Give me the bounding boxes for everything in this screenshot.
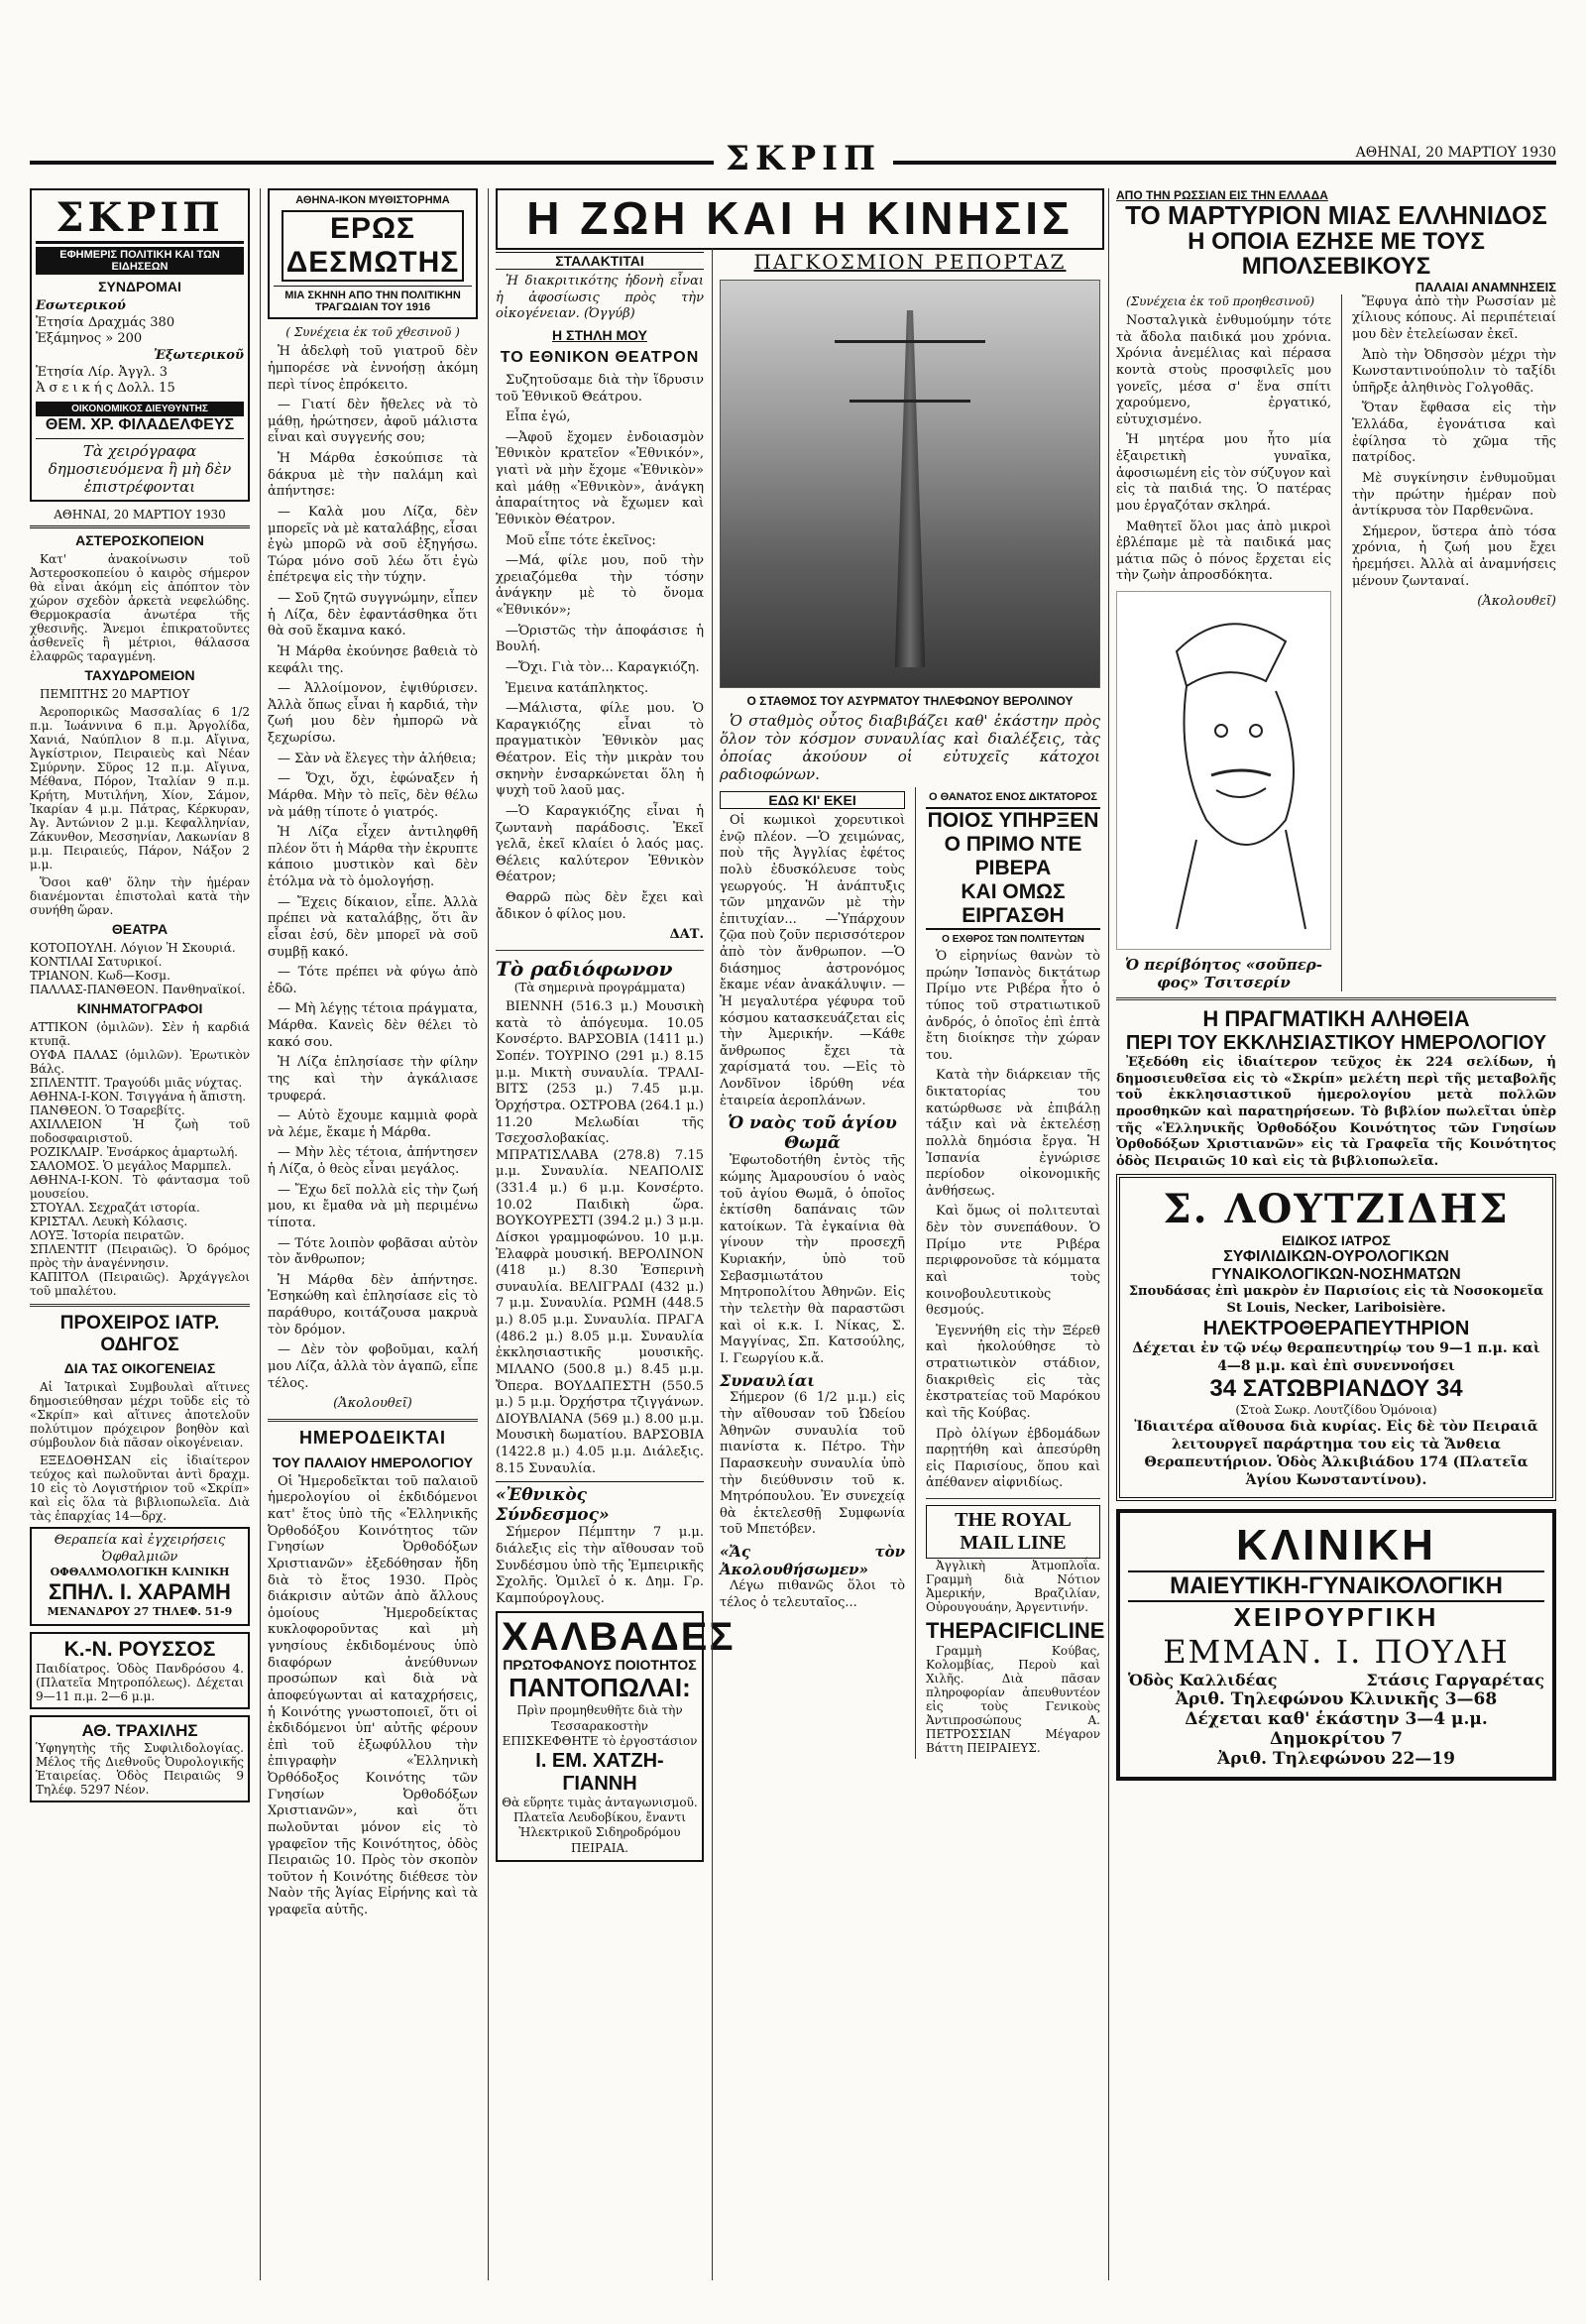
here-and-there-text: Οἱ κωμικοὶ χορευτικοὶ ἐνῷ πλέον. —Ὁ χειμώνας, ποὺ τῆς Ἀγγλίας ἐφέτος πολὺ ἐδυσκόλευσε τοὺς γεωργούς. Ἡ ἀνάπτυξις τῶν μηχανῶν μὲ τὴν ἐπιτυχίαν... —Ὑπάρχουν ζῷα ποὺ ζοῦν περισσότερον ἀπὸ τὸν ἄνθρωπον. —Ὁ διάσημος ἀστρονόμος ἔκαμε νέαν ἀνακάλυψιν. —Ἡ μεγαλυτέρα γέφυρα τοῦ κόσμου κατασκευάζεται εἰς τὴν Ἀμερικήν. —Κάθε ἄνθρωπος ἔχει τὰ χαρίσματά του. —Εἰς τὸ Λονδῖνον ἱδρύθη νέα ἑταιρεία ἀεροπλάνων.	[720, 813, 906, 1108]
ad-line: Θεραπεία καὶ ἐγχειρήσεις Ὀφθαλμιῶν	[54, 1533, 226, 1565]
photo-caption-title: Ο ΣΤΑΘΜΟΣ ΤΟΥ ΑΣΥΡΜΑΤΟΥ ΤΗΛΕΦΩΝΟΥ ΒΕΡΟΛΙΝΟΥ	[746, 694, 1074, 708]
ad-name: Ι. ΕΜ. ΧΑΤΖΗ-ΓΙΑΝΝΗ	[535, 1749, 664, 1795]
ad-address: ΜΕΝΑΝΔΡΟΥ 27 ΤΗΛΕΦ. 51-9	[47, 1605, 233, 1619]
serial-paragraph: — Δὲν τὸν φοβοῦμαι, καλή μου Λίζα, ἀλλὰ τὸν ἀγαπῶ, εἶπε τέλος.	[268, 1342, 478, 1391]
ad-line: ΟΦΘΑΛΜΟΛΟΓΙΚΗ ΚΛΙΝΙΚΗ	[50, 1566, 230, 1579]
pediatrician-ad	[30, 1632, 250, 1709]
dictator-paragraph: Καὶ ὅμως οἱ πολιτευταὶ δὲν τὸν συνεπάθουν. Ὁ Πρίμο ντε Ριβέρα περιφρονοῦσε τὰ κόμματα καὶ τοὺς κοινοβουλευτικοὺς θεσμούς.	[926, 1204, 1100, 1319]
cinema-list	[30, 1020, 250, 1298]
here-and-there-heading: ΕΔΩ ΚΙ' ΕΚΕΙ	[720, 791, 905, 809]
to-be-continued: (Ἀκολουθεῖ)	[333, 1396, 412, 1412]
spacer	[1116, 1501, 1556, 1509]
russia-subhead: ΠΑΛΑΙΑΙ ΑΝΑΜΝΗΣΕΙΣ	[1415, 279, 1556, 294]
cartoon-caption: Ὁ περίβόητος «σοῦπερ-φος» Τσιτσερίν	[1124, 956, 1323, 992]
nameplate: ΣΚΡΙΠ	[36, 194, 244, 244]
calendars-text: Οἱ Ἡμεροδεῖκται τοῦ παλαιοῦ ἡμερολογίου οἱ ἐκδιδόμενοι κατ' ἔτος ὑπὸ τῆς «Ἑλληνικῆς Ὀρθοδόξου Κοινότητος τῶν Γνησίων Ὀρθοδόξων Χριστιανῶν» ἐξεδόθησαν ἤδη διὰ τὸ ἔτος 1930. Πρὸς διάκρισιν αὐτῶν ἀπὸ ἄλλους ὁμοίους Ἡμεροδείκτας κυκλοφοροῦντας καὶ μὴ γνησίους ἐκδιδομένους ὑπὸ διαφόρων ἀνεύθυνων προσώπων καὶ διὰ νὰ ἀποφεύγωνται αἱ καταχρήσεις, ἡ Κοινότης γνωστοποιεῖ, ὅτι οἱ ἐκδιδόμενοι ὑπ' αὐτῆς φέρουν ἐπὶ τοῦ ἐξωφύλλου τὴν ἐπιγραφὴν «Ἑλληνικὴ Ὀρθόδοξος Κοινότης τῶν Γνησίων Ὀρθοδόξων Χριστιανῶν», καὶ ὅτι πωλοῦνται μόνον εἰς τὸ γραφεῖον τῆς Κοινότητος, ὁδὸς Πειραιῶς 10. Πρὸς τὸν σκοπὸν τοῦτον ἡ Κοινότης διέθεσε τὸν Ναὸν τῆς Ἁγίας Εἰρήνης καὶ τὰ γραφεῖα αὐτῆς.	[268, 1473, 478, 1918]
subs-line-1: Ἐτησία Δραχμάς 380	[36, 314, 175, 330]
radio-text: ΒΙΕΝΝΗ (516.3 μ.) Μουσικὴ κατὰ τὸ ἀπόγευμα. 10.05 Κονσέρτο. ΒΑΡΣΟΒΙΑ (1411 μ.) Σοπέν. ΤΟΥΡΙΝΟ (291 μ.) 8.15 μ.μ. Μικτὴ συναυλία. ΤΡΑΛΙ-ΒΙΤΣ (253 μ.) 7.45 μ.μ. Ὀρχήστρα. ΟΣΤΡΟΒΑ (264.1 μ.) 11.20 Μελωδίαι τῆς Τσεχοσλοβακίας. ΜΠΡΑΤΙΣΛΑΒΑ (278.8) 7.15 μ.μ. Συναυλία. ΝΕΑΠΟΛΙΣ (331.4 μ.) 6 μ.μ. Κονσέρτο. 10.02 Παιδικὴ ὥρα. ΒΟΥΚΟΥΡΕΣΤΙ (394.2 μ.) 3 μ.μ. Δίσκοι γραμμοφώνου. 10 μ.μ. Ἐλαφρὰ μουσική. ΒΕΡΟΛΙΝΟΝ (418 μ.) 8.30 Ἑσπερινὴ συναυλία. ΒΕΛΙΓΡΑΔΙ (432 μ.) 7 μ.μ. Συναυλία. ΡΩΜΗ (448.5 μ.) 8.05 μ.μ. Συναυλία. ΠΡΑΓΑ (486.2 μ.) 8.05 μ.μ. Συναυλία ἐκκλησιαστικῆς μουσικῆς. ΜΙΛΑΝΟ (500.8 μ.) 8.45 μ.μ. Ὄπερα. ΒΟΥΔΑΠΕΣΤΗ (550.5 μ.) 5 μ.μ. Ὀρχήστρα τζιγγάνων. ΔΙΟΥΒΛΙΑΝΑ (569 μ.) 8.00 μ.μ. Μουσικὴ δωματίου. ΒΑΡΣΟΒΙΑ (1422.8 μ.) 4.05 μ.μ. Διάλεξις. 8.15 Συναυλία.	[496, 999, 704, 1476]
section-banner	[496, 188, 1104, 250]
stalactites-text: Ἡ διακριτικότης ἡδονὴ εἶναι ἡ ἀφοσίωσις πρὸς τὴν οἰκογένειαν. (Ὀγγύβ)	[496, 274, 704, 322]
serial-paragraph: — Σοῦ ζητῶ συγγνώμην, εἶπεν ἡ Λίζα, δὲν ἐφαντάσθηκα ὅτι θὰ σοῦ ἔκαμνα κακό.	[268, 591, 478, 639]
follow-text: Λέγω πιθανῶς ὅλοι τὸ τέλος ὁ τελευταῖος...	[720, 1578, 906, 1610]
observatory-text: Κατ' ἀνακοίνωσιν τοῦ Ἀστεροσκοπείου ὁ καιρὸς σήμερον θὰ εἶναι ἀκόμη εἰς ἀπόπτον τὸν χώρον σχεδὸν ἀρκετὰ νεφελώδης. Θερμοκρασία ἀνωτέρα τῆς χθεσινῆς. Ἄνεμοι ἐπικρατοῦντες ἀσθενεῖς ἢ μέτριοι, θάλασσα ἐλαφρῶς ταραγμένη.	[30, 552, 250, 664]
russia-kicker: ΑΠΟ ΤΗΝ ΡΩΣΣΙΑΝ ΕΙΣ ΤΗΝ ΕΛΛΑΔΑ	[1116, 188, 1328, 202]
subs-line-4: Ἀ σ ε ι κ ή ς Δολλ. 15	[36, 381, 175, 397]
dictator-paragraph: Πρὸ ὀλίγων ἑβδομάδων παρῃτήθη καὶ ἀπεσύρθη εἰς Παρισίους, ὅπου καὶ ἀπέθανεν αἰφνιδίως.	[926, 1426, 1100, 1491]
ad-address: 34 ΣΑΤΩΒΡΙΑΝΔΟΥ 34	[1209, 1375, 1463, 1403]
section-banner-title: Η ΖΩΗ ΚΑΙ Η ΚΙΝΗΣΙΣ	[526, 192, 1074, 244]
serial-title: ΕΡΩΣ ΔΕΣΜΩΤΗΣ	[282, 210, 464, 282]
ad-line: (Στοὰ Σωκρ. Λουτζίδου Ὁμόνοια)	[1235, 1403, 1437, 1418]
director-heading: ΟΙΚΟΝΟΜΙΚΟΣ ΔΙΕΥΘΥΝΤΗΣ	[36, 402, 244, 416]
russia-headline-2: Η ΟΠΟΙΑ ΕΖΗΣΕ ΜΕ ΤΟΥΣ ΜΠΟΛΣΕΒΙΚΟΥΣ	[1188, 228, 1485, 281]
to-be-continued: (Ἀκολουθεῖ)	[1477, 594, 1556, 610]
truth-text: Ἐξεδόθη εἰς ἰδιαίτερον τεῦχος ἐκ 224 σελίδων, ἡ δημοσιευθεῖσα εἰς τὸ «Σκρίπ» μελέτη περὶ τῆς μεταβολῆς τοῦ ἐκκλησιαστικοῦ ἡμερολογίου μετὰ πολλῶν προσθηκῶν καὶ παρατηρήσεων. Τὸ βιβλίον πωλεῖται ὑπὲρ τῆς «Ἑλληνικῆς Ὀρθοδόξου Κοινότητος τῶν Γνησίων Ὀρθοδόξων Χριστιανῶν» εἰς τὰ Γραφεῖα τῆς Κοινότητος ὁδὸς Πειραιῶς 10 καὶ εἰς τὰ βιβλιοπωλεῖα.	[1116, 1055, 1556, 1169]
cinema-item: ΛΟΥΞ. Ἰστορία πειρατῶν.	[30, 1228, 184, 1243]
national-theatre-heading: ΤΟ ΕΘΝΙΚΟΝ ΘΕΑΤΡΟΝ	[500, 348, 700, 366]
association-heading: «Ἐθνικὸς Σύνδεσμος»	[496, 1481, 704, 1525]
column-rule	[1108, 188, 1109, 2280]
serial-paragraph: Ἡ Λίζα εἶχεν ἀντιληφθῆ πλέον ὅτι ἡ Μάρθα τὴν ἐκρυπτε κάποιο μυστικὸν καὶ δὲν ἐτόλμα νὰ τὸ ὁμολογήσῃ.	[268, 825, 478, 890]
serial-paragraph: — Ἔχεις δίκαιον, εἶπε. Ἀλλὰ πρέπει νὰ καταλάβῃς, ὅτι ἂν εἶσαι ἐσύ, δὲν μπορεῖ νὰ σοῦ συμβῇ κακό.	[268, 894, 478, 960]
ad-line: Δέχεται καθ' ἑκάστην 3—4 μ.μ.	[1185, 1709, 1488, 1730]
cinema-item: ΚΑΠΙΤΟΛ (Πειραιῶς). Ἀρχάγγελοι τοῦ μπαλέτου.	[30, 1270, 250, 1299]
serial-paragraph: Ἡ Μάρθα δὲν ἀπήντησε. Ἐσηκώθη καὶ ἐπλησίασε εἰς τὸ παράθυρο, κοιτάζουσα μακρυὰ τὸν δρόμον.	[268, 1272, 478, 1337]
ad-line: Ἰδιαιτέρα αἴθουσα διὰ κυρίας. Εἰς δὲ τὸν Πειραιᾶ λειτουργεῖ παράρτημα του εἰς τὰ Ἄνθεια Θεραπευτήριον. Ὁδὸς Ἀλκιβιάδου 174 (Πλατεῖα Ἁγίου Κωνσταντίνου).	[1134, 1418, 1538, 1488]
ad-street: Ὁδὸς Καλλιδέας	[1128, 1671, 1278, 1690]
column-3	[496, 188, 736, 2280]
subscriptions-heading: ΣΥΝΔΡΟΜΑΙ	[98, 279, 181, 294]
serial-paragraph: Ἡ Λίζα ἐπλησίασε τὴν φίλην της καὶ τὴν ἀγκάλιασε τρυφερά.	[268, 1055, 478, 1104]
cinema-item: ΟΥΦΑ ΠΑΛΑΣ (ὁμιλῶν). Ἐρωτικὸν Βάλς.	[30, 1048, 250, 1077]
column-rule	[1341, 294, 1342, 991]
continued-note: (Συνέχεια ἐκ τοῦ προηθεσινοῦ)	[1126, 293, 1315, 308]
ad-line: Δέχεται ἐν τῷ νέῳ θεραπευτηρίῳ του 9—1 π.μ. καὶ 4—8 μ.μ. καὶ ἐπὶ συνεννοήσει	[1132, 1339, 1540, 1374]
nameplate-box	[30, 188, 250, 502]
serial-paragraph: — Μὴν λὲς τέτοια, ἀπήντησεν ἡ Λίζα, ὁ θεὸς εἶναι μεγάλος.	[268, 1145, 478, 1178]
masthead	[30, 139, 1556, 178]
post-text: Ἀεροπορικῶς Μασσαλίας 6 1/2 π.μ. Ἰωάννινα 6 π.μ. Ἀργολίδα, Χανιά, Ναύπλιον 8 π.μ. Αἴγινα, Ἀγκίστριον, Πειραιεὺς καὶ Νέαν Σμύρνην. Σῦρος 12 π.μ. Αἴγινα, Μέθανα, Πόρον, Ἰταλίαν 9 π.μ. Κρήτη, Μυτιλήνη, Χίον, Σάμον, Ἰκαρίαν 4 μ.μ. Πάτρας, Κέρκυραν, Ἀγ. Ἀντώνιον 2 μ.μ. Κεφαλληνίαν, Ζάκυνθον, Μεσσηνίαν, Λακωνίαν 8 μ.μ. Πειραιεύς, Πάρον, Νάξον 2 μ.μ.	[30, 705, 250, 872]
cinema-item: ΑΘΗΝΑ-Ι-ΚΟΝ. Τὸ φάντασμα τοῦ μουσείου.	[30, 1173, 250, 1202]
ad-address-row	[1128, 1671, 1544, 1689]
dictator-headline-1: ΠΟΙΟΣ ΥΠΗΡΞΕΝ	[927, 809, 1099, 832]
column-paragraph: —Ὁριστῶς τὴν ἀποφάσισε ἡ Βουλή.	[496, 623, 704, 655]
association-text: Σήμερον Πέμπτην 7 μ.μ. διάλεξις εἰς τὴν αἴθουσαν τοῦ Συνδέσμου ὑπὸ τῆς Ἐμπειρικῆς Σχολῆς. Ὁμιλεῖ ὁ κ. Δημ. Γρ. Καμπούρογλους.	[496, 1525, 704, 1606]
column-rule	[712, 248, 713, 2280]
russia-paragraph: Ἡ μητέρα μου ἦτο μία ἐξαιρετικὴ γυναῖκα, ἀφοσιωμένη εἰς τὸν σύζυγον καὶ εἰς τὰ παιδιά της. Ὁ πατέρας μου ἐργαζόταν σκληρά.	[1116, 432, 1331, 514]
post-note: Ὅσοι καθ' ὅλην τὴν ἡμέραν διανέμονται ἐπιστολαὶ κατὰ τὴν συνήθη ὥραν.	[30, 875, 250, 918]
ad-stop: Στάσις Γαργαρέτας	[1366, 1671, 1544, 1690]
dictator-headline-3: ΚΑΙ ΟΜΩΣ ΕΙΡΓΑΣΘΗ	[926, 880, 1100, 930]
ad-doctor-name: Σ. ΛΟΥΤΖΙΔΗΣ	[1163, 1186, 1510, 1233]
column-paragraph: —Ὄχι. Γιὰ τὸν... Καραγκιόζη.	[506, 659, 700, 675]
serial-paragraph: Ἡ Μάρθα ἐκούνησε βαθειὰ τὸ κεφάλι της.	[268, 643, 478, 676]
cinema-item: ΑΤΤΙΚΟΝ (ὁμιλῶν). Σὲν ἡ καρδιά κτυπᾷ.	[30, 1020, 250, 1049]
loutzidis-ad	[1116, 1174, 1556, 1501]
cinema-item: ΑΧΙΛΛΕΙΟΝ Ἡ ζωὴ τοῦ ποδοσφαιριστοῦ.	[30, 1117, 250, 1146]
ad-line: ΧΕΙΡΟΥΡΓΙΚΗ	[1233, 1602, 1439, 1633]
cinema-item: ΣΑΛΟΜΟΣ. Ὁ μεγάλος Μαρμπελ.	[30, 1159, 232, 1174]
serial-paragraph: — Ἔχω δεῖ πολλὰ εἰς τὴν ζωή μου, κι ἔμαθα νὰ μὴ περιμένω τίποτα.	[268, 1182, 478, 1230]
radio-tower-image	[895, 310, 926, 667]
column-signature: ΔΑΤ.	[669, 927, 704, 943]
ad-title: ΧΑΛΒΑΔΕΣ	[502, 1615, 736, 1660]
radio-heading: Τὸ ραδιόφωνον	[496, 956, 673, 981]
ad-line: ΣΥΦΙΛΙΔΙΚΩΝ-ΟΥΡΟΛΟΓΙΚΩΝ	[1223, 1248, 1449, 1266]
cinema-item: ΣΠΛΕΝΤΙΤ (Πειραιῶς). Ὁ δρόμος πρὸς τὴν ἀναγέννησιν.	[30, 1242, 250, 1271]
ad-line: ΠΡΩΤΟΦΑΝΟΥΣ ΠΟΙΟΤΗΤΟΣ	[503, 1657, 697, 1674]
cinemas-heading: ΚΙΝΗΜΑΤΟΓΡΑΦΟΙ	[76, 1000, 203, 1017]
ad-title: ΚΛΙΝΙΚΗ	[1236, 1521, 1436, 1570]
subs-domestic: Εσωτερικού	[36, 298, 126, 313]
cinema-item: ΡΟΖΙΚΛΑΙΡ. Ἐνσάρκος ἀμαρτωλή.	[30, 1145, 238, 1160]
cinema-item: ΠΑΝΘΕΟΝ. Ὁ Τσαρεβίτς.	[30, 1104, 185, 1118]
medical-guide-text: Αἱ Ἰατρικαὶ Συμβουλαὶ αἵτινες δημοσιεύθησαν μέχρι τοῦδε εἰς τὸ «Σκρίπ» καὶ αἵτινες ἀποτελοῦν πολύτιμον πρόχειρον βοηθὸν καὶ σύμβουλον διὰ πᾶσαν οἰκογένειαν.	[30, 1380, 250, 1451]
truth-headline-1: Η ΠΡΑΓΜΑΤΙΚΗ ΑΛΗΘΕΙΑ	[1202, 1006, 1470, 1032]
truth-headline-2: ΠΕΡΙ ΤΟΥ ΕΚΚΛΗΣΙΑΣΤΙΚΟΥ ΗΜΕΡΟΛΟΓΙΟΥ	[1125, 1032, 1547, 1055]
serial-paragraph: Ἡ ἀδελφὴ τοῦ γιατροῦ δὲν ἠμπορέσε νὰ ἐννοήσῃ ἀκόμη περὶ τίνος ἐπρόκειτο.	[268, 344, 478, 393]
halva-ad	[496, 1611, 736, 1862]
my-column-heading: Η ΣΤΗΛΗ ΜΟΥ	[552, 326, 647, 343]
subs-line-2: Ἑξάμηνος » 200	[36, 331, 143, 347]
serial-paragraph: — Τότε λοιπὸν φοβᾶσαι αὐτὸν τὸν ἄνθρωπον;	[268, 1235, 478, 1268]
continued-note: ( Συνέχεια ἐκ τοῦ χθεσινοῦ )	[285, 325, 460, 339]
pacific-line-text: Γραμμὴ Κούβας, Κολομβίας, Περοὺ καὶ Χιλῆς. Διὰ πᾶσαν πληροφορίαν ἀπευθυντέον εἰς τοὺς Γενικοὺς Ἀντιπροσώπους Α. ΠΕΤΡΟΣΣΙΑΝ Μέγαρον Βάττη ΠΕΙΡΑΙΕΥΣ.	[926, 1644, 1100, 1755]
serial-paragraph: — Τότε πρέπει νὰ φύγω ἀπὸ ἐδῶ.	[268, 965, 478, 996]
cinema-item: ΣΤΟΥΑΛ. Σεχραζάτ ιστορία.	[30, 1201, 200, 1216]
serial-kicker: ΑΘΗΝΑ-ΙΚΟΝ ΜΥΘΙΣΤΟΡΗΜΑ	[295, 194, 450, 206]
column-paragraph: —Ὁ Καραγκιόζης εἶναι ἡ ζωντανὴ παράδοσις. Ἐκεῖ γελᾶ, ἐκεῖ κλαίει ὁ λαός μας. Θέλεις καλύτερον Ἐθνικὸν Θέατρον;	[496, 803, 704, 885]
caricature-drawing	[1117, 592, 1332, 949]
column-paragraph: —Μάλιστα, φίλε μου. Ὁ Καραγκιόζης εἶναι τὸ πραγματικὸν Ἐθνικὸν μας Θέατρον. Εἰς τὴν μικρὰν του σκηνὴν ἐνσαρκώνεται ὅλη ἡ ψυχὴ τοῦ λαοῦ μας.	[496, 701, 704, 799]
serial-paragraph: — Μὴ λέγῃς τέτοια πράγματα, Μάρθα. Κανεὶς δὲν θέλει τὸ κακό σου.	[268, 1001, 478, 1050]
russia-paragraph: Σήμερον, ὕστερα ἀπὸ τόσα χρόνια, ἡ ζωή μου ἔχει ἠρεμήσει. Ἀλλὰ αἱ ἀναμνήσεις μένουν ζωνταναί.	[1351, 523, 1556, 589]
cinema-item: ΑΘΗΝΑ-Ι-ΚΟΝ. Τσιγγάνα ἡ ἄπιστη.	[30, 1090, 247, 1104]
russia-headline-1: ΤΟ ΜΑΡΤΥΡΙΟΝ ΜΙΑΣ ΕΛΛΗΝΙΔΟΣ	[1125, 200, 1547, 230]
dictator-paragraph: Ἐγεννήθη εἰς τὴν Ξέρεθ καὶ ἠκολούθησε τὸ στρατιωτικὸν στάδιον, διακριθεὶς εἰς τὰς ἐκστρατείας τοῦ Μαρόκου καὶ τῆς Κούβας.	[926, 1323, 1100, 1421]
dictator-headline-2: Ο ΠΡΙΜΟ ΝΤΕ ΡΙΒΕΡΑ	[944, 833, 1082, 879]
cinema-item: ΚΡΙΣΤΑΛ. Λευκὴ Κόλασις.	[30, 1215, 188, 1229]
masthead-title: ΣΚΡΙΠ	[714, 139, 893, 178]
subs-foreign: Ἐξωτερικοῦ	[153, 347, 244, 363]
serial-paragraph: — Γιατί δὲν ἤθελες νὰ τὸ μάθῃ, ἠρώτησεν, ἀφοῦ μάλιστα εἶναι καὶ συγγενής σου;	[268, 398, 478, 446]
ad-line: Ἀριθ. Τηλεφώνου 22—19	[1217, 1749, 1455, 1770]
serial-paragraph: — Ἀλλοίμονον, ἐψιθύρισεν. Ἀλλὰ ὅπως εἶναι ἡ καρδιά, τὴν ζωή μου δὲν ἠμπορῶ νὰ ξεχωρίσω.	[268, 681, 478, 747]
ad-line: Δημοκρίτου 7	[1270, 1729, 1403, 1750]
serial-subtitle: ΜΙΑ ΣΚΗΝΗ ΑΠΟ ΤΗΝ ΠΟΛΙΤΙΚΗΝ ΤΡΑΓΩΔΙΑΝ ΤΟΥ 1916	[274, 286, 472, 313]
issue-date: ΑΘΗΝΑΙ, 20 ΜΑΡΤΙΟΥ 1930	[30, 508, 250, 528]
syphilology-ad	[30, 1715, 250, 1802]
col5-block	[926, 787, 1105, 1759]
royal-mail-title: THE ROYAL MAIL LINE	[926, 1505, 1100, 1559]
medical-guide-sub: ΔΙΑ ΤΑΣ ΟΙΚΟΓΕΝΕΙΑΣ	[63, 1360, 216, 1377]
russia-paragraph: Νοσταλγικὰ ἐνθυμούμην τότε τὰ ἄδολα παιδικά μου χρόνια. Χρόνια ἀνεμέλιας καὶ πέρασα κοντὰ στοὺς προσφιλεῖς μου γονεῖς, μέσα σ' ἕνα σπίτι χαρούμενο, ἐργατικό, εὐτυχισμένο.	[1116, 313, 1331, 427]
tower-crossbar	[835, 340, 986, 343]
concerts-text: Σήμερον (6 1/2 μ.μ.) εἰς τὴν αἴθουσαν τοῦ Ὠδείου Ἀθηνῶν συναυλία τοῦ πιανίστα κ. Πέτρο. Τὴν Παρασκευὴν συναυλία ὑπὸ τὴν διεύθυνσιν τοῦ κ. Μητρόπουλου. Ἐν συνεχείᾳ θὰ ἐκτελεσθῇ Συμφωνία τοῦ Μπετόβεν.	[720, 1390, 906, 1538]
russia-body	[1116, 294, 1556, 991]
col4-lower	[720, 787, 1105, 1759]
radio-station-photo	[720, 280, 1100, 688]
ad-line: ΜΑΙΕΥΤΙΚΗ-ΓΥΝΑΙΚΟΛΟΓΙΚΗ	[1128, 1570, 1544, 1602]
chicherin-cartoon	[1116, 591, 1331, 950]
clinic-ad	[1116, 1509, 1556, 1781]
masthead-date: ΑΘΗΝΑΙ, 20 ΜΑΡΤΙΟΥ 1930	[1348, 145, 1556, 161]
column-2	[268, 188, 478, 2280]
theatre-item: ΠΑΛΛΑΣ-ΠΑΝΘΕΟΝ. Πανθηναϊκοί.	[30, 983, 246, 997]
column-1	[30, 188, 250, 2280]
serial-paragraph: — Σὰν νὰ ἔλεγες τὴν ἀλήθεια;	[278, 751, 477, 766]
column-rule	[260, 188, 261, 2280]
column-paragraph: Εἶπα ἐγώ,	[506, 409, 571, 425]
photo-caption-text: Ὁ σταθμὸς οὗτος διαβιβάζει καθ' ἑκάστην πρὸς ὅλον τὸν κόσμον συναυλίας καὶ διαλέξεις, τὰς ὁποίας ἀκούουν οἱ εὐτυχεῖς κάτοχοι ραδιοφώνων.	[720, 712, 1100, 783]
tower-crossbar	[850, 400, 970, 403]
royal-mail-text: Ἀγγλικὴ Ἀτμοπλοΐα. Γραμμὴ διὰ Νότιον Ἀμερικήν, Βραζιλίαν, Οὐρουγουάην, Ἀργεντινήν.	[926, 1559, 1100, 1614]
theatre-item: ΚΟΤΟΠΟΥΛΗ. Λόγιον Ἡ Σκουριά.	[30, 941, 236, 956]
motto: Τὰ χειρόγραφα δημοσιευόμενα ἢ μὴ δὲν ἐπιστρέφονται	[36, 438, 244, 496]
dictator-paragraph: Ὁ εἰρηνίως θανὼν τὸ πρώην Ἰσπανὸς δικτάτωρ Πρίμο ντε Ριβέρα ἦτο ὁ τύπος τοῦ στρατιωτικοῦ ἀνδρός, ὁ ὁποῖος ἐπὶ ἑπτὰ ἔτη διοίκησε τὴν χώραν του.	[926, 949, 1100, 1063]
concerts-heading: Συναυλίαι	[720, 1371, 815, 1391]
column-paragraph: —Ἀφοῦ ἔχομεν ἐνδοιασμὸν Ἐθνικὸν κρατεῖον «Ἐθνικόν», γιατὶ νὰ μὴν ἔχομε «Ἐθνικὸν» καὶ μάθῃ «Ἐθνικὸν», ἀνάγκη ἀπαραίτητος νὰ ἔχωμεν καὶ Ἐθνικὸν Θέατρον.	[496, 429, 704, 527]
observatory-heading: ΑΣΤΕΡΟΣΚΟΠΕΙΟΝ	[75, 532, 204, 549]
column-paragraph: Θαρρῶ πὼς δὲν ἔχει καὶ ἄδικον ὁ φίλος μου.	[496, 890, 704, 922]
ad-line: ΕΙΔΙΚΟΣ ΙΑΤΡΟΣ	[1282, 1232, 1391, 1249]
divider	[268, 1419, 478, 1422]
col4-lower-left	[720, 787, 905, 1759]
column-6	[1116, 188, 1556, 2280]
ad-line: Πρὶν προμηθευθῆτε διὰ τὴν Τεσσαρακοστὴν ΕΠΙΣΚΕΦΘΗΤΕ τὸ ἐργοστάσιον	[502, 1703, 698, 1749]
medical-guide-text-2: ΕΞΕΔΟΘΗΣΑΝ εἰς ἰδιαίτερον τεύχος καὶ πωλοῦνται ἀντὶ δραχμ. 10 εἰς τὸ Λογιστήριον τοῦ «Σκρίπ» καὶ εἰς ὅλα τὰ βιβλιοπωλεῖα. Διὰ τὰς ἐπαρχίας 14—δρχ.	[30, 1453, 250, 1524]
serial-header	[268, 188, 478, 319]
calendars-heading: ΗΜΕΡΟΔΕΙΚΤΑΙ	[298, 1427, 447, 1448]
column-rule	[915, 787, 916, 1759]
column-rule	[488, 188, 489, 2280]
medical-guide-heading: ΠΡΟΧΕΙΡΟΣ ΙΑΤΡ. ΟΔΗΓΟΣ	[59, 1313, 220, 1356]
theatre-item: ΤΡΙΑΝΟΝ. Κωδ—Κοσμ.	[30, 969, 170, 984]
column-paragraph: Μοῦ εἶπε τότε ἐκεῖνος:	[506, 532, 656, 548]
column-paragraph: Συζητοῦσαμε διὰ τὴν ἵδρυσιν τοῦ Ἐθνικοῦ Θεάτρου.	[496, 372, 704, 405]
church-heading: Ὁ ναὸς τοῦ ἁγίου Θωμᾶ	[728, 1113, 897, 1154]
serial-paragraph: Ἡ Μάρθα ἐσκούπισε τὰ δάκρυα μὲ τὴν παλάμη καὶ ἀπήντησε:	[268, 451, 478, 500]
column-paragraph: —Μά, φίλε μου, ποῦ τὴν χρειαζόμεθα τὴν τόσην ἀνάγκην μὲ τὸ ὄνομα «Ἐθνικόν»;	[496, 553, 704, 618]
divider	[1116, 997, 1556, 1000]
ad-doctor-name: ΕΜΜΑΝ. Ι. ΠΟΥΛΗ	[1163, 1633, 1510, 1672]
russia-paragraph: Ὅταν ἔφθασα εἰς τὴν Ἑλλάδα, ἐγονάτισα καὶ ἐφίλησα τὸ χῶμα τῆς πατρίδος.	[1351, 401, 1556, 466]
dictator-subhead: Ο ΕΧΘΡΟΣ ΤΩΝ ΠΟΛΙΤΕΥΤΩΝ	[942, 934, 1084, 945]
stalactites-heading: ΣΤΑΛΑΚΤΙΤΑΙ	[496, 252, 704, 270]
russia-paragraph: Μαθητεῖ ὅλοι μας ἀπὸ μικροὶ ἐβλέπαμε μὲ τὰ παιδικά μας μάτια πῶς ὁ πόνος ἔρχεται εἰς τὴν ζωὴν ἀπροσδόκητα.	[1116, 519, 1331, 584]
ad-doctor-name: ΣΠΗΛ. Ι. ΧΑΡΑΜΗ	[49, 1579, 231, 1605]
theatre-list	[30, 941, 250, 996]
ad-address: Θὰ εὕρητε τιμὰς ἀνταγωνισμοῦ. Πλατεῖα Λευδοβίκου, ἔναντι Ἡλεκτρικοῦ Σιδηροδρόμου ΠΕΙΡΑΙΑ.	[502, 1795, 698, 1855]
divider	[926, 1498, 1100, 1499]
divider	[30, 1304, 250, 1307]
russia-paragraph: Ἔφυγα ἀπὸ τὴν Ρωσσίαν μὲ χίλιους κόπους. Αἱ περιπέτειαί μου δὲν ἐτελείωσαν ἐκεῖ.	[1351, 293, 1556, 342]
cinema-item: ΣΠΛΕΝΤΙΤ. Τραγούδι μιᾶς νύχτας.	[30, 1076, 243, 1091]
ad-doctor-name: ΑΘ. ΤΡΑΧΙΛΗΣ	[81, 1720, 198, 1740]
russia-right	[1352, 294, 1556, 991]
calendars-subheading: ΤΟΥ ΠΑΛΑΙΟΥ ΗΜΕΡΟΛΟΓΙΟΥ	[272, 1453, 474, 1470]
column-paragraph: Ἐμεινα κατάπληκτος.	[506, 680, 649, 696]
director-name: ΘΕΜ. ΧΡ. ΦΙΛΑΔΕΛΦΕΥΣ	[45, 415, 235, 433]
divider	[496, 950, 704, 951]
pacific-line-title: THEPACIFICLINE	[926, 1618, 1105, 1643]
post-heading: ΤΑΧΥΔΡΟΜΕΙΟΝ	[84, 667, 195, 684]
russia-left	[1116, 294, 1331, 991]
serial-paragraph: — Καλὰ μου Λίζα, δὲν μπορεῖς νὰ μὲ καταλάβῃς, εἶσαι ἐγὼ μπορῶ νὰ σοῦ ἐξηγήσω. Τώρα μόνο σοῦ λέω ὅτι ἐγὼ ἐπέτρεψα εἰς τὴν τύχην.	[268, 504, 478, 586]
russia-paragraph: Μὲ συγκίνησιν ἐνθυμοῦμαι τὴν πρώτην ἡμέραν ποὺ ἀντίκρυσα τὸν Παρθενῶνα.	[1351, 470, 1556, 520]
theatre-item: ΚΟΝΤΙΛΑΙ Σατυρικοί.	[30, 955, 163, 970]
serial-paragraph: — Αὐτὸ ἔχουμε καμμιὰ φορὰ νὰ λέμε, ἔκαμε ἡ Μάρθα.	[268, 1108, 478, 1140]
ad-line: Σπουδάσας ἐπὶ μακρὸν ἐν Παρισίοις εἰς τὰ Νοσοκομεῖα St Louis, Necker, Lariboisière.	[1128, 1284, 1544, 1317]
ad-line: ΠΑΝΤΟΠΩΛΑΙ:	[509, 1673, 691, 1703]
ad-line: ΗΛΕΚΤΡΟΘΕΡΑΠΕΥΤΗΡΙΟΝ	[1202, 1317, 1470, 1339]
ad-text: Παιδίατρος. Ὁδὸς Πανδρόσου 4. (Πλατεῖα Μητροπόλεως). Δέχεται 9—11 π.μ. 2—6 μ.μ.	[36, 1661, 244, 1703]
russia-paragraph: Ἀπὸ τὴν Ὀδησσὸν μέχρι τὴν Κωνσταντινούπολιν τὸ ταξίδι ὑπῆρξε ἀληθινὸς Γολγοθᾶς.	[1351, 347, 1556, 396]
ophthalmic-ad	[30, 1527, 250, 1625]
ad-line: Ἀριθ. Τηλεφώνου Κλινικῆς 3—68	[1175, 1689, 1498, 1710]
dictator-kicker: Ο ΘΑΝΑΤΟΣ ΕΝΟΣ ΔΙΚΤΑΤΟΡΟΣ	[928, 791, 1098, 803]
subs-line-3: Ἐτησία Λίρ. Ἀγγλ. 3	[36, 364, 169, 380]
column-4	[720, 250, 1105, 2280]
follow-heading: «Ἄς τὸν Ἀκολουθήσωμεν»	[720, 1543, 906, 1578]
tagline: ΕΦΗΜΕΡΙΣ ΠΟΛΙΤΙΚΗ ΚΑΙ ΤΩΝ ΕΙΔΗΣΕΩΝ	[36, 247, 244, 275]
ad-line: ΓΥΝΑΙΚΟΛΟΓΙΚΩΝ-ΝΟΣΗΜΑΤΩΝ	[1211, 1266, 1461, 1284]
dictator-paragraph: Κατὰ τὴν διάρκειαν τῆς δικτατορίας του κατώρθωσε νὰ ἐπιβάλῃ τάξιν καὶ νὰ ἐκτελέσῃ πολλὰ δημόσια ἔργα. Ἡ Ἰσπανία ἐγνώρισε περίοδον οἰκονομικῆς ἀνθήσεως.	[926, 1068, 1100, 1199]
church-text: Ἐφωτοδοτήθη ἐντὸς τῆς κώμης Ἀμαρουσίου ὁ ναὸς τοῦ ἁγίου Θωμᾶ, ὁ ὁποῖος ἐκτίσθη δαπάναις τῶν κατοίκων. Τὰ ἐγκαίνια θὰ γίνουν τὴν προσεχῆ Κυριακήν, ὑπὸ τοῦ Σεβασμιωτάτου Μητροπολίτου Ἀθηνῶν. Εἰς τὴν τελετὴν θὰ παραστῶσι καὶ οἱ κ.κ. Ι. Νίκας, Σ. Μαγγίνας, Σπ. Κατσούλης, Ι. Γεωργίου κ.ἄ.	[720, 1153, 906, 1366]
world-report-heading: ΠΑΓΚΟΣΜΙΟΝ ΡΕΠΟΡΤΑΖ	[753, 250, 1067, 274]
ad-text: Ὑφηγητὴς τῆς Συφιλιδολογίας. Μέλος τῆς Διεθνοῦς Ὀυρολογικῆς Ἑταιρείας. Ὁδὸς Πειραιῶς 9 Τηλέφ. 5297 Νέον.	[36, 1740, 244, 1797]
radio-subheading: (Τὰ σημερινὰ προγράμματα)	[513, 980, 686, 994]
post-date: ΠΕΜΠΤΗΣ 20 ΜΑΡΤΙΟΥ	[40, 687, 190, 702]
serial-paragraph: — Ὄχι, ὄχι, ἐφώναξεν ἡ Μάρθα. Μὴν τὸ πεῖς, δὲν θέλω νὰ μάθῃ τίποτε ὁ γιατρός.	[268, 771, 478, 820]
theatres-heading: ΘΕΑΤΡΑ	[111, 921, 169, 938]
ad-doctor-name: Κ.-Ν. ΡΟΥΣΣΟΣ	[63, 1637, 216, 1661]
